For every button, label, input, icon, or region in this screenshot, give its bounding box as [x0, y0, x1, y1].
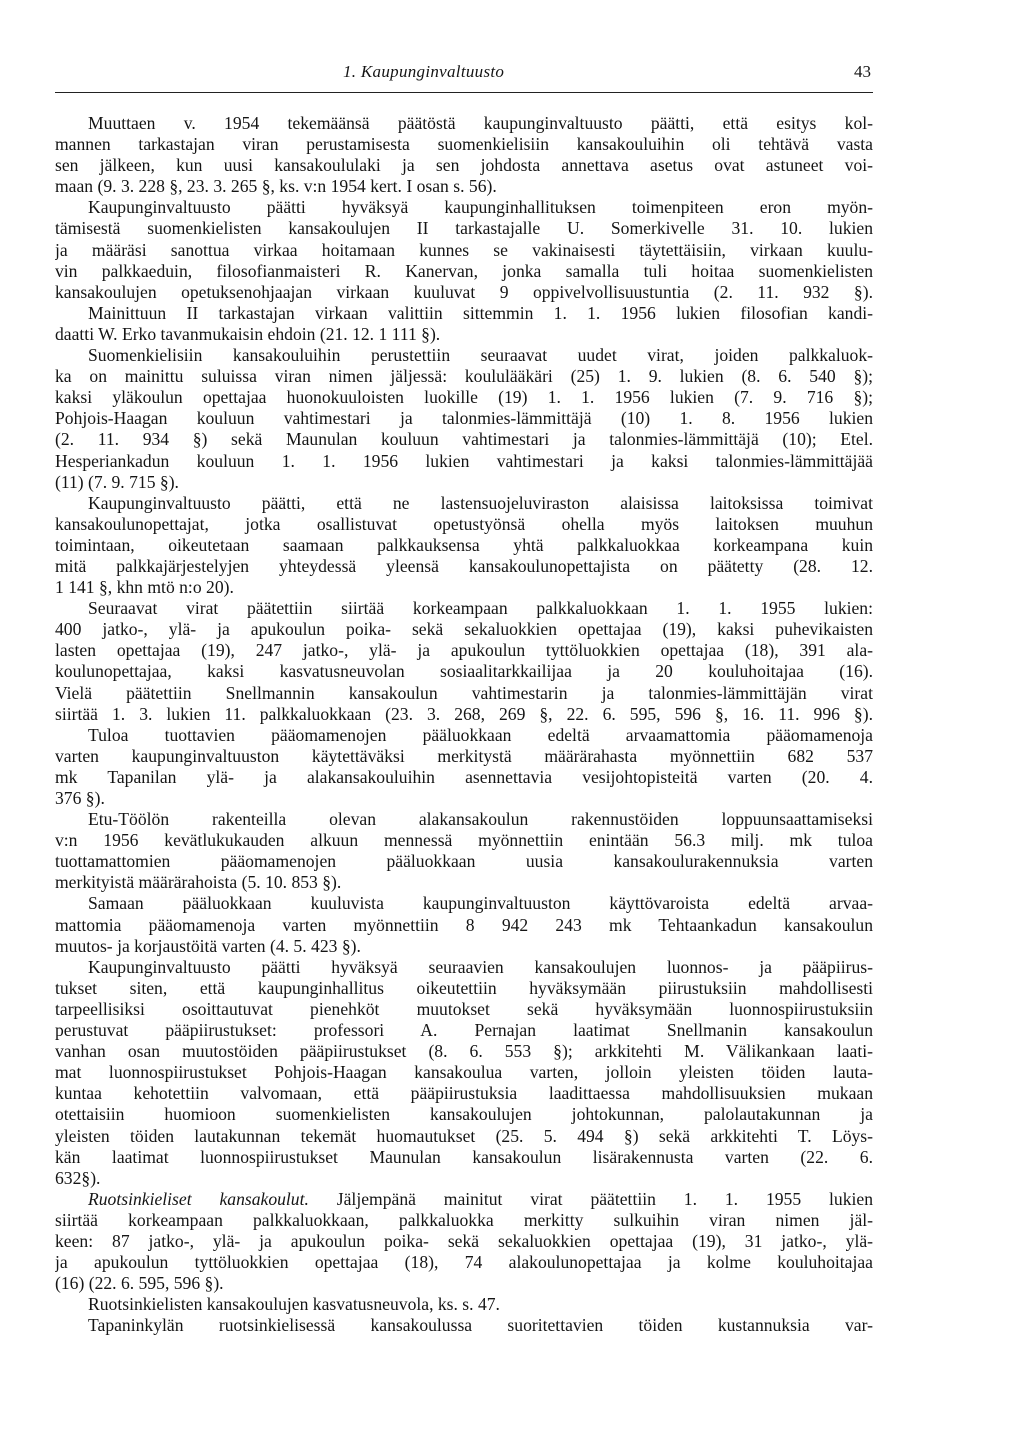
line-text: Suomenkielisiin kansakouluihin perustettiin seuraavat uudet virat, joiden palkkaluok-	[88, 345, 873, 366]
line-text: kän laatimat luonnospiirustukset Maunulan kansakoulun lisärakennusta varten (22. 6.	[55, 1146, 873, 1167]
text-line	[55, 683, 873, 704]
text-line	[55, 345, 873, 366]
text-line	[55, 1168, 873, 1189]
text-line	[55, 957, 873, 978]
text-line	[55, 1252, 873, 1273]
text-line	[55, 535, 873, 556]
text-line	[55, 514, 873, 535]
text-line	[55, 1104, 873, 1125]
line-text: siirtää 1. 3. lukien 11. palkkaluokkaan (23. 3. 268, 269 §, 22. 6. 595, 596 §, 16. 11. 996 §).	[55, 703, 873, 724]
line-text: Hesperiankadun kouluun 1. 1. 1956 lukien vahtimestari ja kaksi talonmies-lämmittäjää	[55, 450, 873, 471]
text-line	[55, 851, 873, 872]
text-line	[55, 218, 873, 239]
line-text: Muuttaen v. 1954 tekemäänsä päätöstä kaupunginvaltuusto päätti, että esitys kol-	[88, 113, 873, 133]
line-text: maan (9. 3. 228 §, 23. 3. 265 §, ks. v:n 1954 kert. I osan s. 56).	[55, 176, 497, 197]
text-line	[55, 387, 873, 408]
text-line	[55, 408, 873, 429]
text-line	[55, 1126, 873, 1147]
text-line	[55, 661, 873, 682]
text-line	[55, 282, 873, 303]
line-text: merkityistä määrärahoista (5. 10. 853 §).	[55, 872, 342, 893]
text-line	[55, 809, 873, 830]
text-line	[55, 197, 873, 218]
text-line	[55, 113, 873, 134]
section-heading: Ruotsinkieliset kansakoulut.	[88, 1188, 309, 1209]
text-line	[55, 1294, 873, 1315]
text-line	[55, 746, 873, 767]
line-text: Jäljempänä mainitut virat päätettiin 1. 1. 1955 lukien	[336, 1188, 873, 1209]
line-text: Vielä päätettiin Snellmannin kansakoulun vahtimestarin ja talonmies-lämmittäjän virat	[55, 682, 873, 703]
text-line	[55, 1189, 873, 1210]
line-text: Tapaninkylän ruotsinkielisessä kansakoulussa suoritettavien töiden kustannuksia var-	[88, 1315, 873, 1336]
line-text: kansakoulunopettajat, jotka osallistuvat opetustyönsä ohella myös laitoksen muuhun	[55, 513, 873, 534]
line-text: 400 jatko-, ylä- ja apukoulun poika- sekä sekaluokkien opettajaa (19), kaksi puhevikaisten	[55, 619, 873, 640]
line-text: mitä palkkajärjestelyjen yhteydessä yleensä kansakoulunopettajista on päätetty (28. 12.	[55, 555, 873, 576]
line-text: kansakoulujen opetuksenohjaajan virkaan kuuluvat 9 oppivelvollisuustuntia (2. 11. 932 §).	[55, 281, 873, 302]
line-text: siirtää korkeampaan palkkaluokkaan, palkkaluokka merkitty sulkuihin viran nimen jäl-	[55, 1209, 873, 1230]
line-text: daatti W. Erko tavanmukaisin ehdoin (21. 12. 1 111 §).	[55, 323, 441, 344]
text-line	[55, 556, 873, 577]
text-line	[55, 1083, 873, 1104]
line-text: lasten opettajaa (19), 247 jatko-, ylä- ja apukoulun tyttöluokkien opettajaa (18), 391 ala-	[55, 640, 873, 661]
running-title: 1. Kaupunginvaltuusto	[343, 62, 505, 81]
text-line	[55, 978, 873, 999]
text-line	[55, 155, 873, 176]
text-line	[55, 1020, 873, 1041]
text-line	[55, 261, 873, 282]
body-text	[55, 113, 873, 1423]
line-text: kuntaa kehotettiin valvomaan, että pääpiirustuksia laadittaessa mahdollisuuksien mukaan	[55, 1083, 873, 1104]
text-line	[55, 1041, 873, 1062]
text-line	[55, 936, 873, 957]
line-text: mk Tapanilan ylä- ja alakansakouluihin asennettavia vesijohtopisteitä varten (20. 4.	[55, 766, 873, 787]
line-text: Seuraavat virat päätettiin siirtää korkeampaan palkkaluokkaan 1. 1. 1955 lukien:	[88, 598, 873, 619]
text-line	[55, 999, 873, 1020]
line-text: vin palkkaeduin, filosofianmaisteri R. Kanervan, jonka samalla tuli hoitaa suomenkielisten	[55, 260, 873, 281]
line-text: otettaisiin huomioon suomenkielisten kansakoulujen johtokunnan, palolautakunnan ja	[55, 1104, 873, 1125]
line-text: Tuloa tuottavien pääomamenojen pääluokkaan edeltä arvaamattomia pääomamenoja	[88, 724, 873, 745]
text-line	[55, 1231, 873, 1252]
line-text: Kaupunginvaltuusto päätti hyväksyä kaupunginhallituksen toimenpiteen eron myön-	[88, 197, 873, 218]
line-text: 632§).	[55, 1167, 101, 1188]
text-line	[55, 493, 873, 514]
text-line	[55, 366, 873, 387]
text-line	[55, 176, 873, 197]
line-text: toimintaan, oikeutetaan saamaan palkkauksensa yhtä palkkaluokkaa korkeampana kuin	[55, 534, 873, 555]
line-text: kaksi yläkoulun opettajaa huonokuuloisten luokille (19) 1. 1. 1956 lukien (7. 9. 716 §);	[55, 387, 873, 408]
text-line	[55, 303, 873, 324]
line-text: tuottamattomien pääomamenojen pääluokkaan uusia kansakoulurakennuksia varten	[55, 851, 873, 872]
line-text: yleisten töiden lautakunnan tekemät huomautukset (25. 5. 494 §) sekä arkkitehti T. Löys-	[55, 1125, 873, 1146]
text-line	[55, 893, 873, 914]
text-line	[55, 451, 873, 472]
line-text: keen: 87 jatko-, ylä- ja apukoulun poika- sekä sekaluokkien opettajaa (19), 31 jatko-, ylä-	[55, 1230, 873, 1251]
line-text: (11) (7. 9. 715 §).	[55, 471, 179, 492]
text-line	[55, 472, 873, 493]
line-text: koulunopettajaa, kaksi kasvatusneuvolan sosiaalitarkkailijaa ja 20 kouluhoitajaa (16).	[55, 661, 873, 682]
text-line	[55, 640, 873, 661]
line-text: mattomia pääomamenoja varten myönnettiin 8 942 243 mk Tehtaankadun kansakoulun	[55, 914, 873, 935]
line-text: 1 141 §, khn mtö n:o 20).	[55, 577, 234, 598]
text-line	[55, 577, 873, 598]
page-number: 43	[854, 62, 871, 81]
line-text: Kaupunginvaltuusto päätti, että ne lastensuojeluviraston alaisissa laitoksissa toimivat	[88, 492, 873, 513]
line-text: muutos- ja korjaustöitä varten (4. 5. 423 §).	[55, 935, 361, 956]
line-text: Ruotsinkielisten kansakoulujen kasvatusneuvola, ks. s. 47.	[88, 1294, 500, 1315]
line-text: Samaan pääluokkaan kuuluvista kaupunginvaltuuston käyttövaroista edeltä arvaa-	[88, 893, 873, 914]
line-text: tämisestä suomenkielisten kansakoulujen II tarkastajalle U. Somerkivelle 31. 10. lukien	[55, 218, 873, 239]
text-line	[55, 788, 873, 809]
line-text: tukset siten, että kaupunginhallitus oikeutettiin hyväksymään piirustuksiin mahdollisesti	[55, 977, 873, 998]
text-line	[55, 1147, 873, 1168]
text-line	[55, 429, 873, 450]
text-line	[55, 1273, 873, 1294]
running-header	[55, 56, 873, 93]
line-text: v:n 1956 kevätlukukauden alkuun mennessä myönnettiin enintään 56.3 milj. mk tuloa	[55, 830, 873, 851]
text-line	[55, 704, 873, 725]
line-text: Kaupunginvaltuusto päätti hyväksyä seuraavien kansakoulujen luonnos- ja pääpiirus-	[88, 956, 873, 977]
text-line	[55, 872, 873, 893]
line-text: tarpeellisiksi osoittautuvat pienehköt muutokset sekä hyväksymään luonnospiirustuksiin	[55, 998, 873, 1019]
text-line	[55, 915, 873, 936]
line-text: ka on mainittu suluissa viran nimen jäljessä: koululääkäri (25) 1. 9. lukien (8. 6. 540 §);	[55, 366, 873, 387]
line-text: mat luonnospiirustukset Pohjois-Haagan kansakoulua varten, jolloin yleisten töiden lauta-	[55, 1062, 873, 1083]
text-line	[55, 830, 873, 851]
line-text: 376 §).	[55, 788, 105, 808]
line-text: vanhan osan muutostöiden pääpiirustukset (8. 6. 553 §); arkkitehti M. Välikankaan laati-	[55, 1041, 873, 1062]
line-text: Pohjois-Haagan kouluun vahtimestari ja talonmies-lämmittäjä (10) 1. 8. 1956 lukien	[55, 408, 873, 429]
line-text: Etu-Töölön rakenteilla olevan alakansakoulun rakennustöiden loppuunsaattamiseksi	[88, 809, 873, 830]
line-text: varten kaupunginvaltuuston käytettäväksi merkitystä määrärahasta myönnettiin 682 537	[55, 745, 873, 766]
line-text: ja määräsi sanottua virkaa hoitamaan kunnes se vakinaisesti täytettäisiin, virkaan kuulu-	[55, 239, 873, 260]
line-text: (16) (22. 6. 595, 596 §).	[55, 1273, 224, 1294]
text-line	[55, 1315, 873, 1336]
text-line	[55, 619, 873, 640]
line-text: Mainittuun II tarkastajan virkaan valittiin sittemmin 1. 1. 1956 lukien filosofian kandi-	[88, 302, 873, 323]
line-text: (2. 11. 934 §) sekä Maunulan kouluun vahtimestari ja talonmies-lämmittäjä (10); Etel.	[55, 429, 873, 450]
line-text: perustuvat pääpiirustukset: professori A. Pernajan laatimat Snellmanin kansakoulun	[55, 1020, 873, 1041]
text-line	[55, 598, 873, 619]
text-line	[55, 725, 873, 746]
text-line	[55, 767, 873, 788]
text-line	[55, 1062, 873, 1083]
line-text: sen jälkeen, kun uusi kansakoululaki ja sen johdosta annettava asetus ovat astuneet voi-	[55, 155, 873, 176]
line-text: ja apukoulun tyttöluokkien opettajaa (18), 74 alakoulunopettajaa ja kolme kouluhoitajaa	[55, 1252, 873, 1273]
text-line	[55, 324, 873, 345]
text-line	[55, 134, 873, 155]
text-line	[55, 240, 873, 261]
line-text: mannen tarkastajan viran perustamisesta suomenkielisiin kansakouluihin oli tehtävä vasta	[55, 134, 873, 155]
text-line	[55, 1210, 873, 1231]
